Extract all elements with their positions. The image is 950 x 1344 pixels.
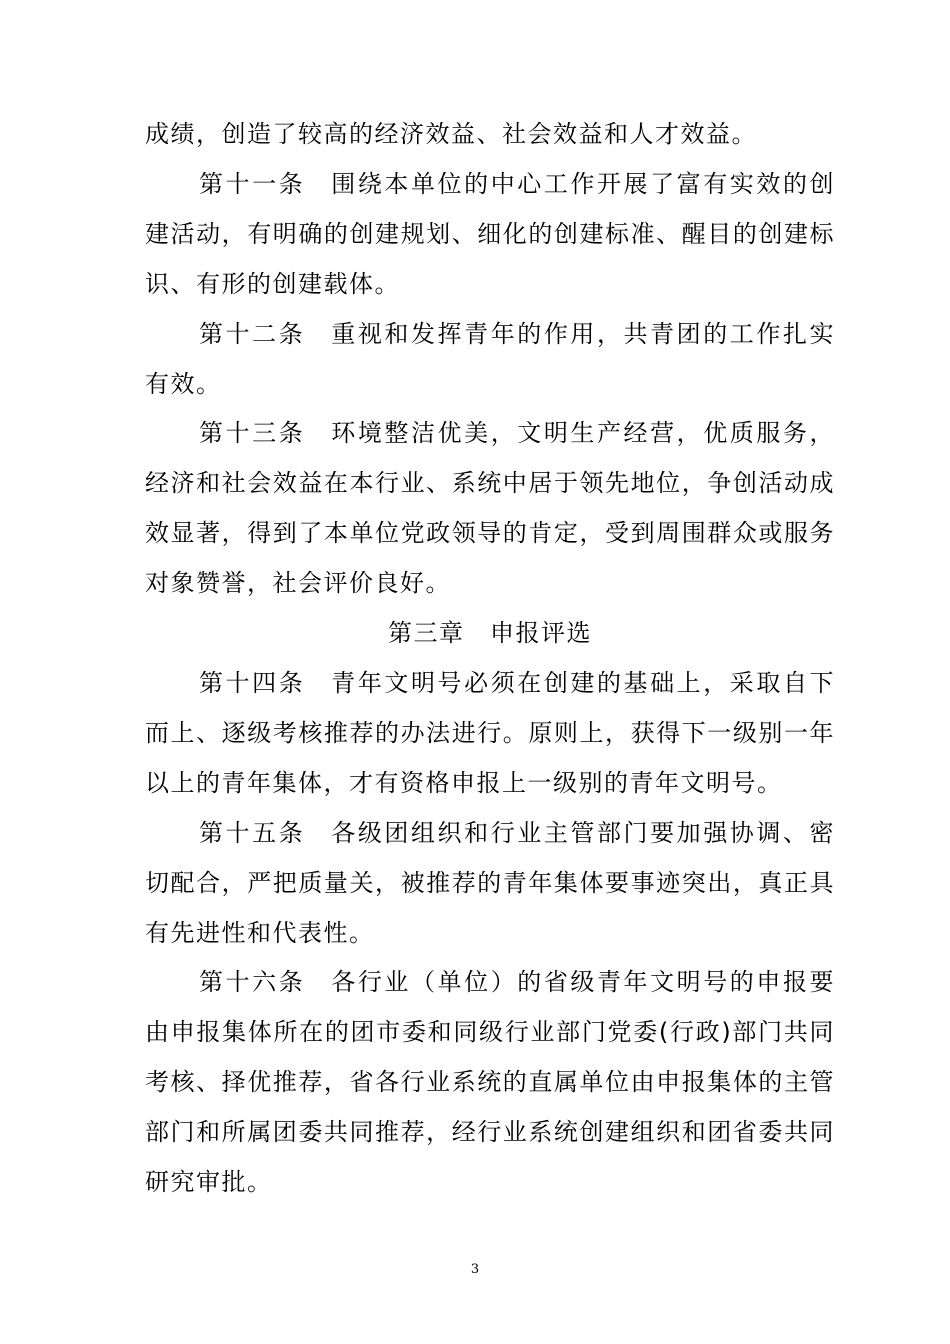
page-body [145,110,835,1208]
continuation-text: 成绩，创造了较高的经济效益、社会效益和人才效益。 [145,120,757,148]
article-15 [145,809,835,959]
chapter-heading: 第三章 申报评选 [388,619,592,648]
article-13 [145,409,835,609]
article-11-text: 围绕本单位的中心工作开展了富有实效的创建活动，有明确的创建规划、细化的创建标准、醒目的创建标识、有形的创建载体。 [145,169,836,298]
article-12-number: 第十二条 [199,319,306,348]
article-12 [145,310,835,410]
article-15-text: 各级团组织和行业主管部门要加强协调、密切配合，严把质量关，被推荐的青年集体要事迹突出，真正具有先进性和代表性。 [145,818,836,947]
article-14-text: 青年文明号必须在创建的基础上，采取自下而上、逐级考核推荐的办法进行。原则上，获得下一级别一年以上的青年集体，才有资格申报上一级别的青年文明号。 [145,668,836,797]
article-16 [145,958,835,1208]
page-number: 3 [470,1262,480,1277]
article-12-text: 重视和发挥青年的作用，共青团的工作扎实有效。 [145,319,836,398]
continuation-paragraph [145,110,835,160]
article-16-number: 第十六条 [199,968,306,997]
article-11-number: 第十一条 [199,169,306,198]
article-13-number: 第十三条 [199,419,306,448]
article-15-number: 第十五条 [199,818,306,847]
article-14 [145,659,835,809]
article-16-text: 各行业（单位）的省级青年文明号的申报要由申报集体所在的团市委和同级行业部门党委(行政)部门共同考核、择优推荐，省各行业系统的直属单位由申报集体的主管部门和所属团委共同推荐，经行业系统创建组织和团省委共同研究审批。 [145,968,836,1197]
article-14-number: 第十四条 [199,668,306,697]
article-11 [145,160,835,310]
article-13-text: 环境整洁优美，文明生产经营，优质服务，经济和社会效益在本行业、系统中居于领先地位，争创活动成效显著，得到了本单位党政领导的肯定，受到周围群众或服务对象赞誉，社会评价良好。 [145,419,836,598]
